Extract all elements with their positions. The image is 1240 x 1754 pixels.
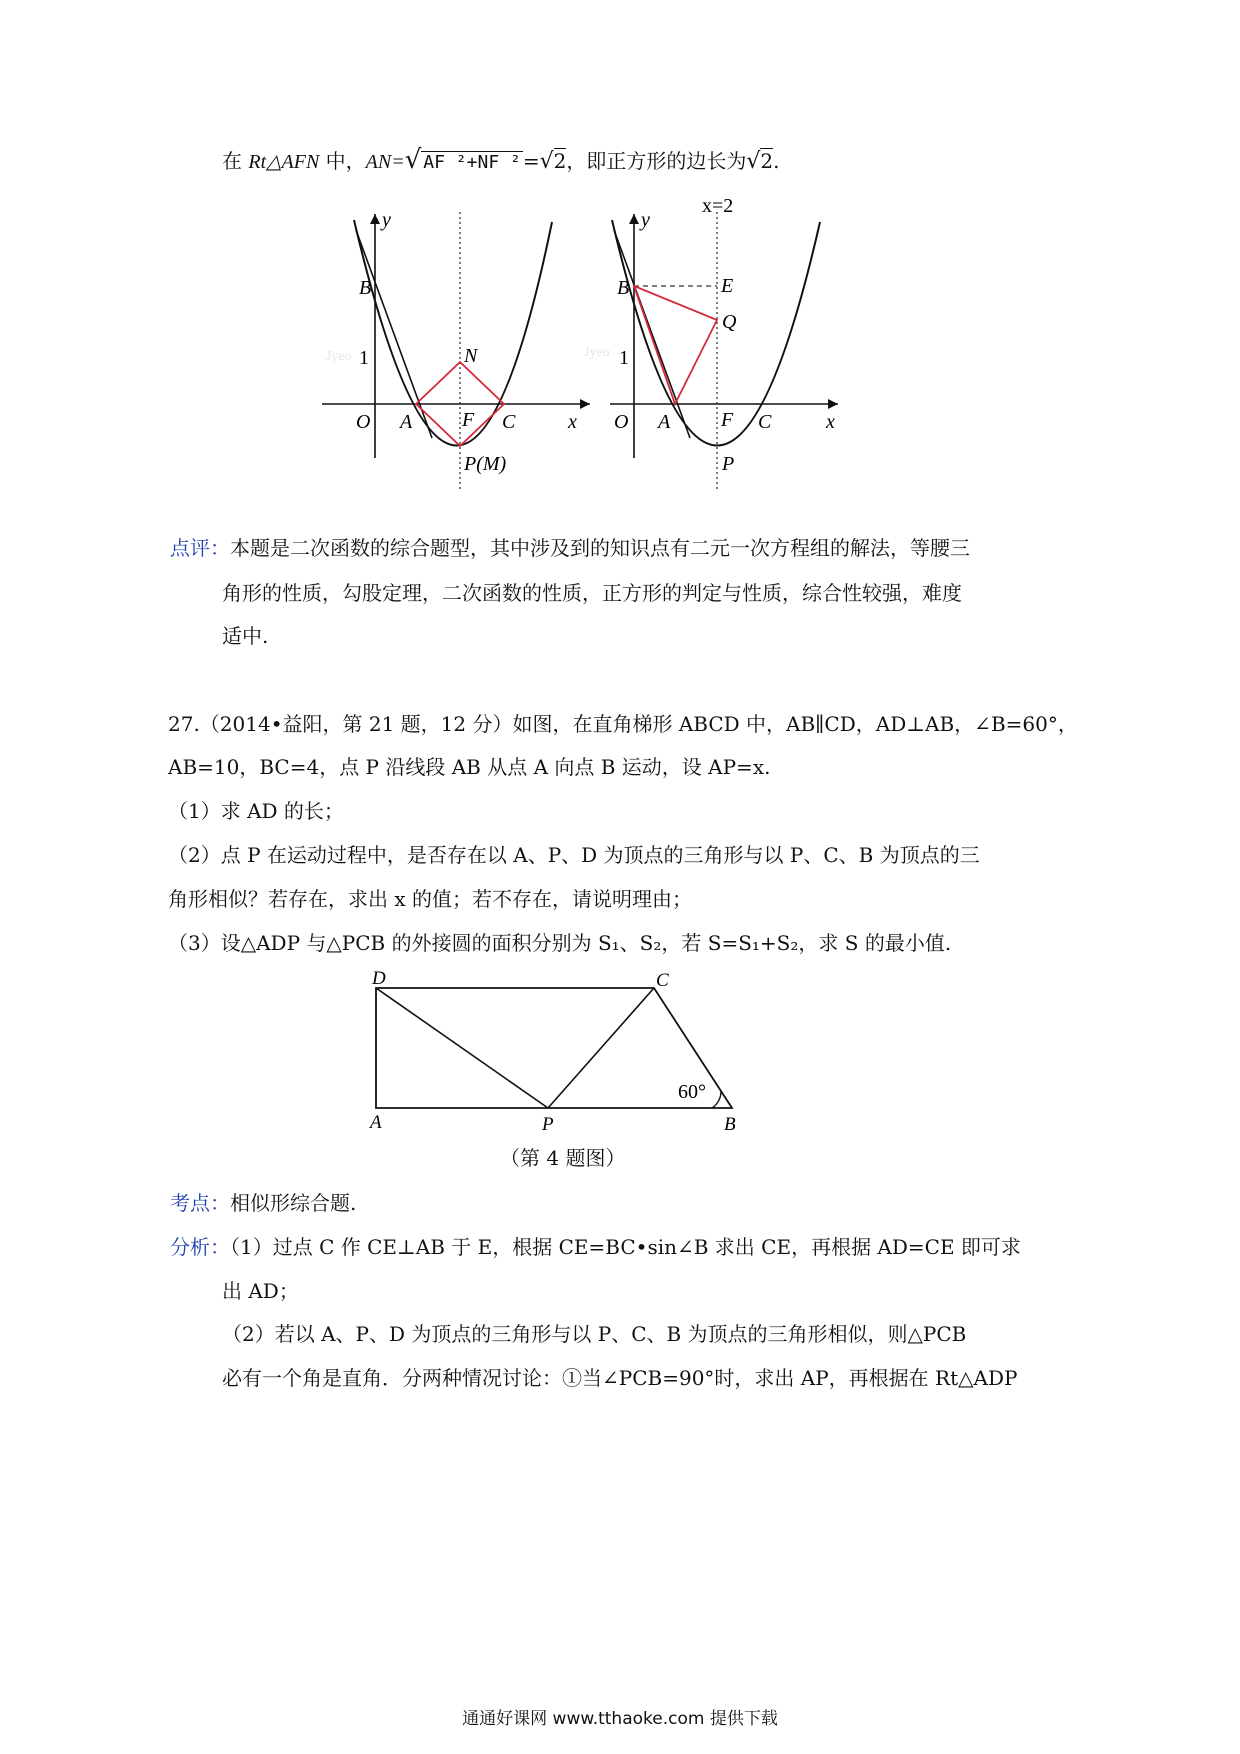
fig1-y-arrow (370, 214, 380, 224)
top-mid: 中， (325, 149, 366, 173)
figure-caption: （第 4 题图） (500, 1146, 626, 1170)
parabola-figures (310, 190, 870, 500)
fig2-label-a: A (658, 411, 671, 433)
kaodian-line (170, 1189, 356, 1217)
review-line-1 (170, 534, 970, 562)
problem-line-2: AB=10，BC=4，点 P 沿线段 AB 从点 A 向点 B 运动，设 AP=x. (168, 755, 771, 779)
fig2-label-x: x (826, 411, 835, 433)
figure-1 (322, 209, 590, 490)
triangle-afn: △AFN (266, 151, 320, 173)
kaodian-text: 相似形综合题. (230, 1191, 357, 1215)
label-a: A (370, 1112, 382, 1133)
top-formula-line (222, 146, 780, 177)
fenxi-line-1 (170, 1233, 1021, 1261)
fig1-label-a: A (400, 411, 413, 433)
radical-sign-3: √ (746, 149, 761, 174)
fig1-parabola (354, 220, 552, 446)
trapezoid-figure (360, 962, 760, 1140)
review-line-3: 适中. (222, 624, 269, 648)
problem-q1: （1）求 AD 的长； (168, 799, 344, 823)
radicand: AF ²+NF ² (423, 152, 521, 173)
problem-q2b: 角形相似？若存在，求出 x 的值；若不存在，请说明理由； (168, 887, 692, 911)
fig2-x-arrow (828, 399, 838, 409)
fig2-label-y: y (641, 209, 650, 231)
top-end: . (773, 149, 780, 173)
review-tag: 点评： (170, 536, 230, 560)
sqrt-two: 2 (553, 149, 567, 173)
an-label: AN= (365, 151, 405, 173)
equals: = (522, 149, 540, 173)
review-text-1: 本题是二次函数的综合题型，其中涉及到的知识点有二元一次方程组的解法，等腰三 (230, 536, 970, 560)
fig1-label-f: F (462, 409, 475, 431)
fig2-label-c: C (758, 411, 772, 433)
fig1-label-one: 1 (359, 347, 369, 369)
fig2-line (614, 230, 690, 438)
fig1-label-y: y (382, 209, 391, 231)
label-angle: 60° (678, 1081, 706, 1103)
label-p: P (542, 1114, 554, 1135)
fig2-label-x2: x=2 (702, 195, 734, 217)
review-line-2: 角形的性质，勾股定理，二次函数的性质，正方形的判定与性质，综合性较强，难度 (222, 581, 962, 605)
fenxi-line-3: （2）若以 A、P、D 为顶点的三角形与以 P、C、B 为顶点的三角形相似，则△PCB (222, 1322, 967, 1346)
fig1-line (356, 230, 432, 438)
fenxi-text-1: （1）过点 C 作 CE⊥AB 于 E，根据 CE=BC•sin∠B 求出 CE，再根据 AD=CE 即可求 (230, 1235, 1021, 1259)
rt-label: Rt (248, 151, 267, 173)
sqrt-two-b: 2 (760, 149, 774, 173)
problem-q2a: （2）点 P 在运动过程中，是否存在以 A、P、D 为顶点的三角形与以 P、C、B 为顶点的三 (168, 843, 980, 867)
problem-q3: （3）设△ADP 与△PCB 的外接圆的面积分别为 S₁、S₂，若 S=S₁+S₂，求 S 的最小值. (168, 931, 952, 955)
fenxi-line-2: 出 AD； (222, 1279, 299, 1303)
top-prefix: 在 (222, 149, 242, 173)
fig1-label-n: N (464, 345, 478, 367)
fig2-label-e: E (721, 275, 734, 297)
fig1-watermark: Jyeo (326, 349, 352, 364)
radical-sign-2: √ (539, 149, 554, 174)
fig1-label-c: C (502, 411, 516, 433)
fig2-parabola (612, 220, 820, 446)
fig2-label-one: 1 (619, 347, 629, 369)
top-after: ，即正方形的边长为 (566, 149, 747, 173)
fig2-label-o: O (614, 411, 629, 433)
fig1-label-o: O (356, 411, 371, 433)
figure-2 (584, 195, 838, 490)
fenxi-line-4: 必有一个角是直角．分两种情况讨论：①当∠PCB=90°时，求出 AP，再根据在 Rt△ADP (222, 1366, 1018, 1390)
fig2-label-f: F (721, 409, 734, 431)
page-footer: 通通好课网 www.tthaoke.com 提供下载 (462, 1709, 778, 1729)
label-b: B (724, 1114, 736, 1135)
angle-b-arc (712, 1091, 721, 1108)
fig2-y-arrow (629, 214, 639, 224)
fig1-label-x: x (568, 411, 577, 433)
fig1-label-b: B (359, 277, 372, 299)
label-c: C (656, 970, 669, 991)
segment-dp (376, 988, 548, 1108)
kaodian-tag: 考点： (170, 1191, 230, 1215)
fig2-watermark: Jyeo (584, 345, 610, 360)
fig2-label-q: Q (722, 311, 737, 333)
fig1-x-arrow (580, 399, 590, 409)
fenxi-tag: 分析： (170, 1235, 230, 1259)
fig2-label-b: B (617, 277, 630, 299)
segment-pc (548, 988, 654, 1108)
radical-sign: √ (404, 145, 422, 175)
fig1-label-pm: P(M) (464, 453, 507, 475)
fig2-label-p: P (722, 453, 735, 475)
label-d: D (372, 968, 386, 989)
problem-line-1: 27.（2014•益阳，第 21 题，12 分）如图，在直角梯形 ABCD 中，AB∥CD，AD⊥AB，∠B=60°， (168, 712, 1078, 736)
